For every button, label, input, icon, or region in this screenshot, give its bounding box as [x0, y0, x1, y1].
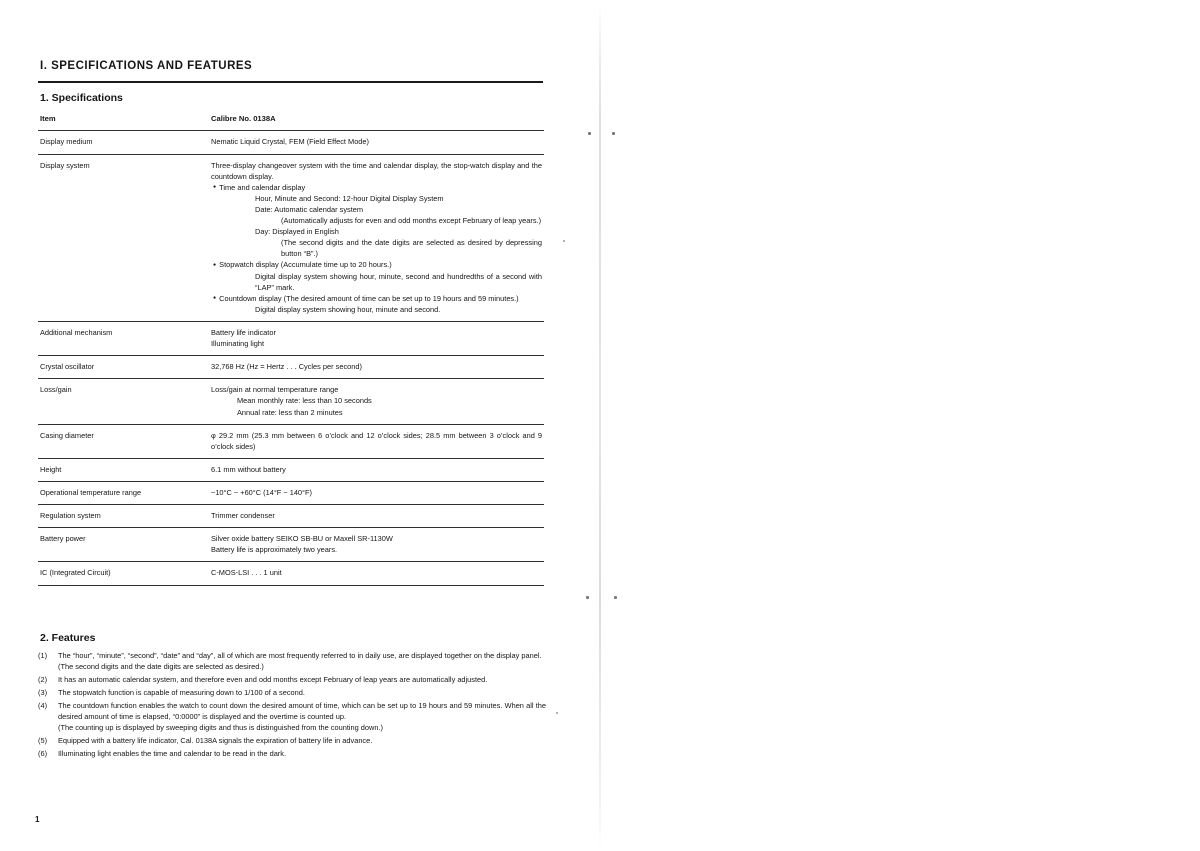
spec-line: Date: Automatic calendar system	[255, 204, 364, 214]
spec-line: C-MOS-LSI . . . 1 unit	[211, 568, 282, 578]
spec-line: Battery life is approximately two years.	[211, 545, 338, 555]
feature-text: It has an automatic calendar system, and therefore even and odd months except February of leap years are automatically adjusted.	[58, 675, 488, 685]
feature-text: The “hour”, “minute”, “second”, “date” and “day”, all of which are most frequently referred to in daily use, are displayed together on the display panel. (The second digits and the date digits are selected as desired.)	[58, 650, 546, 673]
gutter-artifact	[614, 596, 617, 599]
table-row	[38, 322, 544, 356]
spec-key: Height	[38, 458, 207, 481]
feature-number: (2)	[38, 675, 48, 685]
feature-number: (1)	[38, 651, 48, 660]
table-row	[38, 131, 544, 154]
feature-number: (6)	[38, 749, 48, 759]
feature-item	[38, 748, 546, 759]
spec-line: Digital display system showing hour, minute and second.	[255, 304, 441, 314]
feature-text: Equipped with a battery life indicator, Cal. 0138A signals the expiration of battery life in advance.	[58, 736, 373, 746]
spec-key: Casing diameter	[38, 424, 207, 458]
gutter-artifact	[586, 596, 589, 599]
feature-number: (4)	[38, 700, 48, 710]
feature-number: (3)	[38, 687, 48, 697]
spec-value	[207, 379, 544, 424]
left-header-rule	[38, 81, 543, 83]
gutter-artifact	[563, 240, 565, 242]
spec-value	[207, 528, 544, 562]
table-row	[38, 356, 544, 379]
spec-value	[207, 482, 544, 505]
table-row	[38, 154, 544, 322]
spec-line: 6.1 mm without battery	[211, 464, 286, 474]
spec-line: Nematic Liquid Crystal, FEM (Field Effect Mode)	[211, 137, 369, 147]
spec-value	[207, 131, 544, 154]
table-row	[38, 379, 544, 424]
spec-line: Battery life indicator	[211, 328, 276, 338]
spec-line: φ 29.2 mm (25.3 mm between 6 o’clock and 12 o’clock sides; 28.5 mm between 3 o’clock and 9 o’clock sides)	[211, 430, 542, 451]
spec-line: Annual rate: less than 2 minutes	[237, 407, 343, 417]
feature-subnote: (The second digits and the date digits are selected as desired.)	[58, 662, 264, 672]
spec-key: Display system	[38, 154, 207, 322]
spec-line: Digital display system showing hour, minute, second and hundredths of a second with “LAP” mark.	[255, 271, 542, 292]
spec-key: Loss/gain	[38, 379, 207, 424]
table-row	[38, 482, 544, 505]
features-heading: 2. Features	[40, 632, 96, 644]
spec-bullet-line: ● Countdown display (The desired amount of time can be set up to 19 hours and 59 minutes.)	[211, 293, 542, 304]
table-row	[38, 528, 544, 562]
left-chapter-title: I. SPECIFICATIONS AND FEATURES	[40, 60, 253, 72]
table-row	[38, 458, 544, 481]
spec-value	[207, 458, 544, 481]
feature-subnote: (The counting up is displayed by sweeping digits and thus is distinguished from the counting down.)	[58, 723, 383, 733]
spec-key: Regulation system	[38, 505, 207, 528]
table-row	[38, 505, 544, 528]
spec-line: Trimmer condenser	[211, 511, 275, 521]
spec-line: −10°C ~ +60°C (14°F ~ 140°F)	[211, 488, 312, 498]
table-header-calibre: Calibre No. 0138A	[207, 108, 544, 131]
specifications-table	[38, 108, 544, 586]
spec-line: Day: Displayed in English	[255, 227, 339, 237]
feature-item	[38, 700, 546, 734]
feature-item	[38, 735, 546, 746]
specifications-heading: 1. Specifications	[40, 92, 123, 104]
spec-bullet-line: ● Stopwatch display (Accumulate time up to 20 hours.)	[211, 259, 542, 270]
spec-line: Illuminating light	[211, 339, 264, 349]
spec-key: Display medium	[38, 131, 207, 154]
spec-line: Mean monthly rate: less than 10 seconds	[237, 396, 372, 406]
page-number-left: 1	[35, 815, 40, 824]
spec-key: Battery power	[38, 528, 207, 562]
spec-line: 32,768 Hz (Hz = Hertz . . . Cycles per second)	[211, 362, 362, 372]
spec-value	[207, 424, 544, 458]
table-row	[38, 424, 544, 458]
page-gutter	[599, 0, 601, 851]
spec-line: Silver oxide battery SEIKO SB-BU or Maxell SR-1130W	[211, 534, 393, 544]
spec-line: Three-display changeover system with the time and calendar display, the stop-watch display and the countdown display.	[211, 160, 542, 181]
spec-value	[207, 562, 544, 585]
right-page	[600, 0, 1200, 851]
gutter-artifact	[556, 712, 558, 714]
table-header-item: Item	[38, 108, 207, 131]
spec-key: Additional mechanism	[38, 322, 207, 356]
feature-number: (5)	[38, 736, 48, 746]
table-header-row	[38, 108, 544, 131]
spec-line: Loss/gain at normal temperature range	[211, 385, 339, 395]
gutter-artifact	[588, 132, 591, 135]
spec-value	[207, 356, 544, 379]
spec-value	[207, 322, 544, 356]
gutter-artifact	[612, 132, 615, 135]
spec-key: IC (Integrated Circuit)	[38, 562, 207, 585]
spec-line: Hour, Minute and Second: 12-hour Digital Display System	[255, 193, 444, 203]
spec-key: Crystal oscillator	[38, 356, 207, 379]
feature-text: The countdown function enables the watch to count down the desired amount of time, which can be set up to 19 hours and 59 minutes. When all the desired amount of time is elapsed, “0:0000” is displayed and the overtime is counted up. (The counting up is displayed by sweeping digits and thus is distinguished from the counting down.)	[58, 700, 546, 733]
feature-item	[38, 674, 546, 685]
spec-value	[207, 505, 544, 528]
spec-key: Operational temperature range	[38, 482, 207, 505]
spec-bullet-line: ● Time and calendar display	[211, 182, 542, 193]
spec-line: (The second digits and the date digits are selected as desired by depressing button “B”.)	[281, 238, 542, 259]
feature-text: Illuminating light enables the time and calendar to be read in the dark.	[58, 749, 287, 759]
feature-item	[38, 687, 546, 698]
spec-line: (Automatically adjusts for even and odd months except February of leap years.)	[281, 216, 542, 226]
table-row	[38, 562, 544, 585]
spec-value	[207, 154, 544, 322]
feature-item	[38, 650, 546, 673]
feature-text: The stopwatch function is capable of measuring down to 1/100 of a second.	[58, 687, 305, 697]
features-list	[38, 650, 546, 761]
